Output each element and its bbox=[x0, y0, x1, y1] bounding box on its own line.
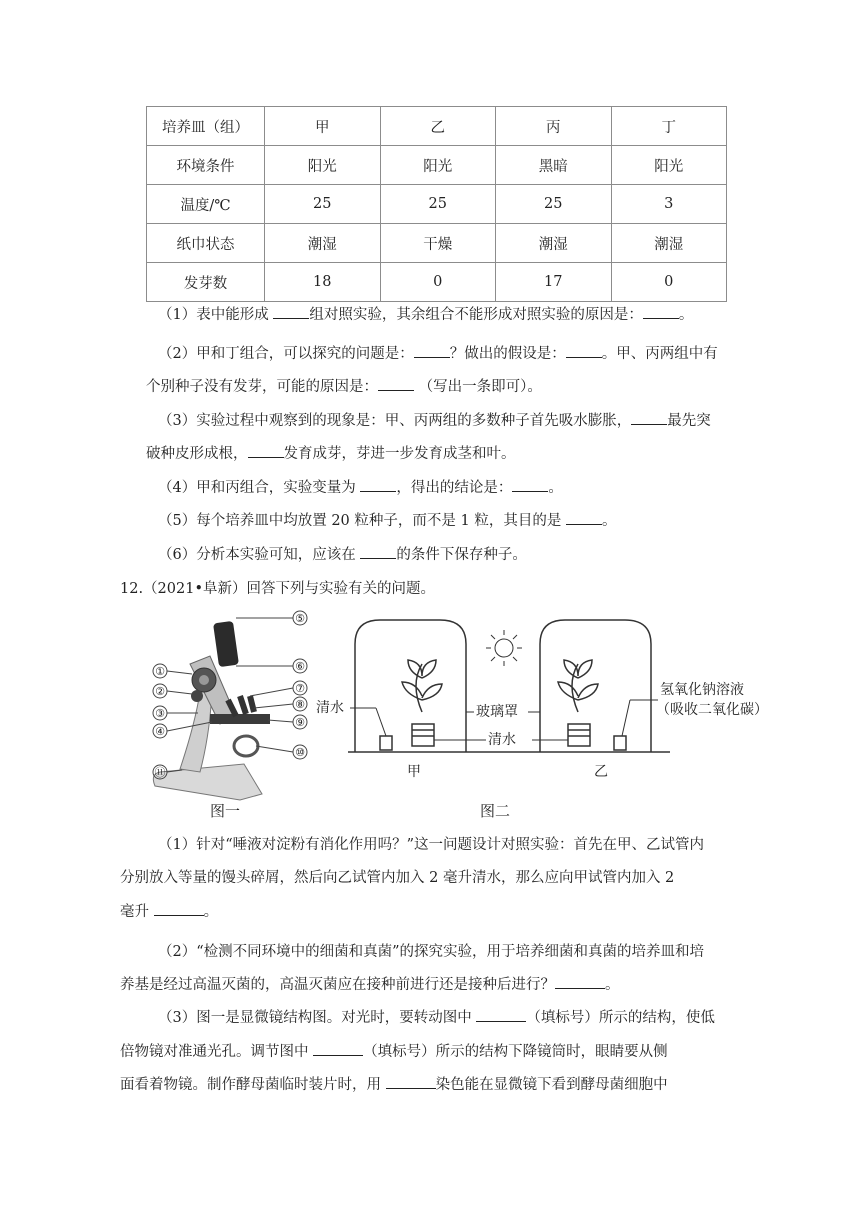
microscope-figure bbox=[153, 621, 298, 800]
q11-part3-line2: 破种皮形成根， 发育成芽，芽进一步发育成茎和叶。 bbox=[146, 442, 516, 463]
label-1 bbox=[153, 664, 192, 678]
svg-text:⑥: ⑥ bbox=[295, 660, 305, 673]
svg-text:⑨: ⑨ bbox=[295, 716, 305, 729]
q11-part1: （1）表中能形成 组对照实验，其余组合不能形成对照实验的原因是： 。 bbox=[158, 303, 693, 324]
table-cell: 乙 bbox=[380, 107, 496, 146]
table-cell: 温度/℃ bbox=[147, 185, 265, 224]
table-cell: 丁 bbox=[611, 107, 727, 146]
answer-blank[interactable] bbox=[566, 510, 602, 525]
q11-part5: （5）每个培养皿中均放置 20 粒种子，而不是 1 粒，其目的是 。 bbox=[158, 509, 616, 530]
table-cell: 潮湿 bbox=[611, 224, 727, 263]
svg-text:⑦: ⑦ bbox=[295, 682, 305, 695]
answer-blank[interactable] bbox=[386, 1074, 436, 1089]
answer-blank[interactable] bbox=[360, 544, 396, 559]
answer-blank[interactable] bbox=[273, 304, 309, 319]
q12-part1-line1: （1）针对“唾液对淀粉有消化作用吗？”这一问题设计对照实验：首先在甲、乙试管内 bbox=[158, 837, 705, 853]
q12-stem: 12.（2021•阜新）回答下列与实验有关的问题。 bbox=[120, 581, 436, 597]
table-cell: 阳光 bbox=[611, 146, 727, 185]
q12-part1-line3: 毫升 。 bbox=[120, 900, 218, 921]
table-header-row bbox=[147, 107, 727, 146]
answer-blank[interactable] bbox=[555, 974, 605, 989]
table-row bbox=[147, 263, 727, 302]
q12-part3-line1: （3）图一是显微镜结构图。对光时，要转动图中 （填标号）所示的结构，使低 bbox=[158, 1006, 715, 1027]
svg-text:①: ① bbox=[155, 665, 165, 678]
svg-text:⑧: ⑧ bbox=[295, 698, 305, 711]
q11-part4: （4）甲和丙组合，实验变量为 ，得出的结论是： 。 bbox=[158, 476, 563, 497]
q12-figures bbox=[140, 604, 780, 824]
figure2-caption: 图二 bbox=[480, 802, 511, 820]
table-cell: 干燥 bbox=[380, 224, 496, 263]
label-glass-cover: 玻璃罩 bbox=[476, 704, 518, 720]
answer-blank[interactable] bbox=[313, 1041, 363, 1056]
label-water-left: 清水 bbox=[316, 700, 344, 716]
table-cell: 25 bbox=[380, 185, 496, 224]
svg-text:③: ③ bbox=[155, 707, 165, 720]
label-naoh-note: （吸收二氧化碳） bbox=[656, 702, 768, 718]
q12-part3-line3: 面看着物镜。制作酵母菌临时装片时，用 染色能在显微镜下看到酵母菌细胞中 bbox=[120, 1073, 668, 1094]
answer-blank[interactable] bbox=[566, 343, 602, 358]
q12-part2-line1: （2）“检测不同环境中的细菌和真菌”的探究实验，用于培养细菌和真菌的培养皿和培 bbox=[158, 944, 705, 960]
table-cell: 3 bbox=[611, 185, 727, 224]
table-cell: 阳光 bbox=[380, 146, 496, 185]
table-cell: 黑暗 bbox=[496, 146, 612, 185]
table-cell: 25 bbox=[496, 185, 612, 224]
q12-part3-line2: 倍物镜对准通光孔。调节图中 （填标号）所示的结构下降镜筒时，眼睛要从侧 bbox=[120, 1040, 668, 1061]
q12-part1-line2: 分别放入等量的馒头碎屑，然后向乙试管内加入 2 毫升清水，那么应向甲试管内加入 2 bbox=[120, 870, 675, 886]
answer-blank[interactable] bbox=[378, 376, 414, 391]
table-cell: 培养皿（组） bbox=[147, 107, 265, 146]
table-cell: 潮湿 bbox=[265, 224, 381, 263]
answer-blank[interactable] bbox=[643, 304, 679, 319]
germination-table bbox=[146, 106, 727, 302]
table-cell: 丙 bbox=[496, 107, 612, 146]
q11-part2-line2: 个别种子没有发芽，可能的原因是： （写出一条即可）。 bbox=[146, 375, 542, 396]
bell-jar-left bbox=[355, 620, 466, 752]
q11-part2-line1: （2）甲和丁组合，可以探究的问题是： ？做出的假设是： 。甲、丙两组中有 bbox=[158, 342, 718, 363]
svg-text:⑤: ⑤ bbox=[295, 612, 305, 625]
table-cell: 0 bbox=[611, 263, 727, 302]
label-9 bbox=[268, 715, 307, 729]
label-8 bbox=[254, 697, 307, 711]
table-cell: 25 bbox=[265, 185, 381, 224]
svg-text:④: ④ bbox=[155, 725, 165, 738]
answer-blank[interactable] bbox=[414, 343, 450, 358]
answer-blank[interactable] bbox=[360, 477, 396, 492]
answer-blank[interactable] bbox=[631, 410, 667, 425]
table-row bbox=[147, 185, 727, 224]
label-naoh: 氢氧化钠溶液 bbox=[660, 682, 744, 698]
q11-part6: （6）分析本实验可知，应该在 的条件下保存种子。 bbox=[158, 543, 527, 564]
answer-blank[interactable] bbox=[154, 901, 204, 916]
label-2 bbox=[153, 684, 192, 698]
answer-blank[interactable] bbox=[476, 1007, 526, 1022]
table-cell: 17 bbox=[496, 263, 612, 302]
table-cell: 纸巾状态 bbox=[147, 224, 265, 263]
table-cell: 环境条件 bbox=[147, 146, 265, 185]
label-yi: 乙 bbox=[594, 764, 608, 780]
table-cell: 阳光 bbox=[265, 146, 381, 185]
label-7 bbox=[250, 681, 307, 696]
table-cell: 潮湿 bbox=[496, 224, 612, 263]
label-water-mid: 清水 bbox=[488, 732, 516, 748]
table-cell: 18 bbox=[265, 263, 381, 302]
label-6 bbox=[236, 659, 307, 673]
table-row bbox=[147, 224, 727, 263]
table-cell: 甲 bbox=[265, 107, 381, 146]
answer-blank[interactable] bbox=[248, 443, 284, 458]
svg-text:⑩: ⑩ bbox=[295, 746, 305, 759]
table-cell: 发芽数 bbox=[147, 263, 265, 302]
table-cell: 0 bbox=[380, 263, 496, 302]
answer-blank[interactable] bbox=[512, 477, 548, 492]
label-3 bbox=[153, 706, 198, 720]
figure-svg bbox=[140, 604, 780, 824]
q12-part2-line2: 养基是经过高温灭菌的，高温灭菌应在接种前进行还是接种后进行？ 。 bbox=[120, 973, 620, 994]
svg-text:②: ② bbox=[155, 685, 165, 698]
sun-icon bbox=[486, 630, 522, 666]
figure2-labels bbox=[316, 681, 768, 780]
table-row bbox=[147, 146, 727, 185]
figure1-caption: 图一 bbox=[210, 802, 241, 820]
label-10 bbox=[256, 745, 307, 759]
bell-jar-right bbox=[540, 620, 651, 752]
svg-text:⑪: ⑪ bbox=[154, 766, 166, 779]
label-5 bbox=[236, 611, 307, 625]
q11-part3-line1: （3）实验过程中观察到的现象是：甲、丙两组的多数种子首先吸水膨胀， 最先突 bbox=[158, 409, 711, 430]
label-jia: 甲 bbox=[407, 764, 421, 780]
